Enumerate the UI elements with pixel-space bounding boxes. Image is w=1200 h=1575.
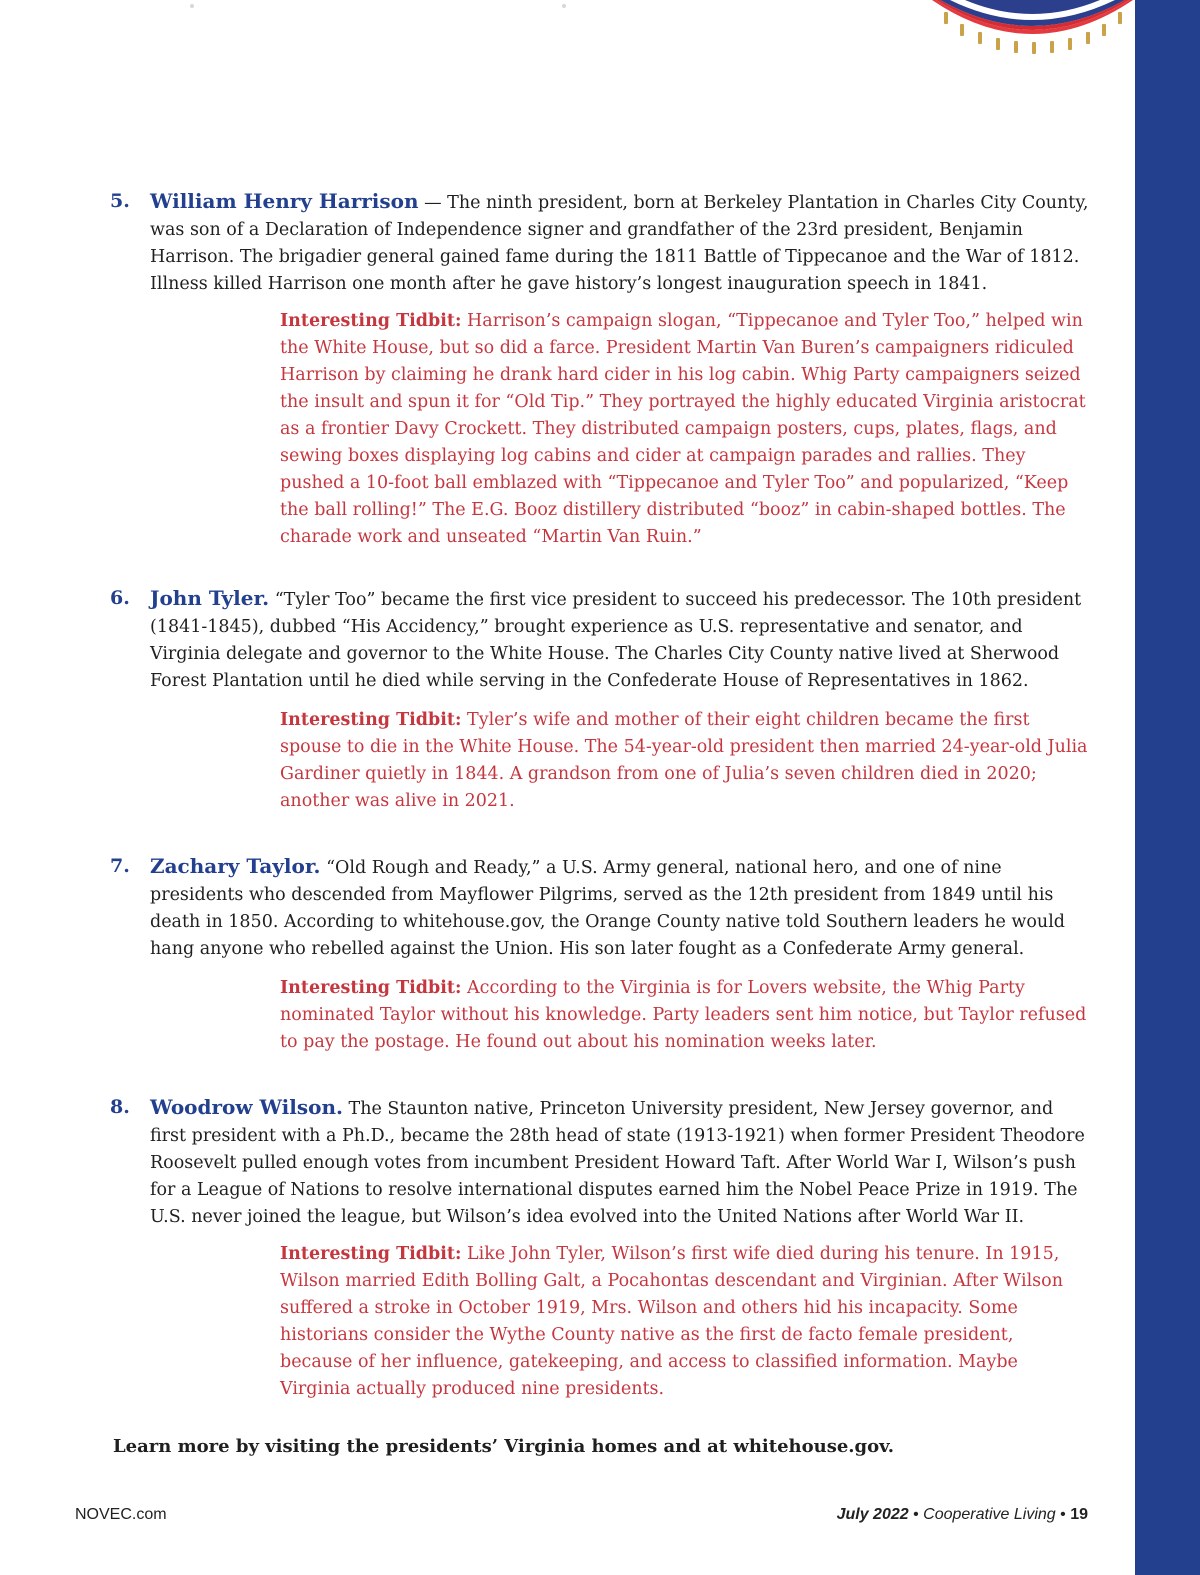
- footer-issue-date: July 2022: [836, 1506, 909, 1523]
- entry-body: [150, 853, 1090, 963]
- tidbit-tyler: [280, 707, 1090, 815]
- footer-magazine-name: Cooperative Living: [923, 1506, 1056, 1523]
- tidbit-harrison: [280, 308, 1090, 551]
- entry-number: 7.: [110, 855, 130, 877]
- footer-separator: •: [913, 1506, 919, 1523]
- footer-site-link[interactable]: NOVEC.com: [75, 1506, 167, 1523]
- right-margin-bar: [1135, 0, 1200, 1575]
- entry-text: “Old Rough and Ready,” a U.S. Army general, national hero, and one of nine presidents who descended from Mayflower Pilgrims, served as the 12th president from 1849 until his death in 1850. According to whitehouse.gov, the Orange County native told Southern leaders he would hang anyone who rebelled against the Union. His son later fought as a Confederate Army general.: [150, 858, 1066, 959]
- tidbit-text: Tyler’s wife and mother of their eight children became the first spouse to die in the White House. The 54-year-old president then married 24-year-old Julia Gardiner quietly in 1844. A grandson from one of Julia’s seven children died in 2020; another was alive in 2021.: [280, 710, 1088, 811]
- entry-body: [150, 585, 1090, 695]
- decorative-dot: [190, 4, 194, 8]
- president-name: John Tyler.: [150, 586, 270, 610]
- president-entry-wilson: [110, 1094, 1090, 1231]
- president-name: Zachary Taylor.: [150, 854, 321, 878]
- tidbit-label: Interesting Tidbit:: [280, 311, 462, 331]
- entry-body: [150, 188, 1090, 298]
- tidbit-text: Harrison’s campaign slogan, “Tippecanoe and Tyler Too,” helped win the White House, but so did a farce. President Martin Van Buren’s campaigners ridiculed Harrison by claiming he drank hard cider in his log cabin. Whig Party campaigners seized the insult and spun it for “Old Tip.” They portrayed the highly educated Virginia aristocrat as a frontier Davy Crockett. They distributed campaign posters, cups, plates, flags, and sewing boxes displaying log cabins and cider at campaign parades and rallies. They pushed a 10-foot ball emblazed with “Tippecanoe and Tyler Too” and popularized, “Keep the ball rolling!” The E.G. Booz distillery distributed “booz” in cabin-shaped bottles. The charade work and unseated “Martin Van Ruin.”: [280, 311, 1086, 547]
- president-entry-harrison: [110, 188, 1090, 298]
- footer-issue-info: [837, 1506, 1088, 1524]
- president-entry-tyler: [110, 585, 1090, 695]
- president-name: Woodrow Wilson.: [150, 1095, 343, 1119]
- tidbit-label: Interesting Tidbit:: [280, 978, 462, 998]
- entry-text: “Tyler Too” became the first vice president to succeed his predecessor. The 10th president (1841-1845), dubbed “His Accidency,” brought experience as U.S. representative and senator, and Virginia delegate and governor to the White House. The Charles City County native lived at Sherwood Forest Plantation until he died while serving in the Confederate House of Representatives in 1862.: [150, 590, 1082, 691]
- patriotic-bunting-decoration: [930, 0, 1135, 70]
- entry-text: The Staunton native, Princeton University president, New Jersey governor, and first president with a Ph.D., became the 28th head of state (1913-1921) when former President Theodore Roosevelt pulled enough votes from incumbent President Howard Taft. After World War I, Wilson’s push for a League of Nations to resolve international disputes earned him the Nobel Peace Prize in 1919. The U.S. never joined the league, but Wilson’s idea evolved into the United Nations after World War II.: [150, 1099, 1085, 1227]
- president-name: William Henry Harrison: [150, 189, 419, 213]
- president-entry-taylor: [110, 853, 1090, 963]
- entry-number: 6.: [110, 587, 130, 609]
- page-number: 19: [1070, 1506, 1088, 1523]
- entry-number: 5.: [110, 190, 130, 212]
- tidbit-text: Like John Tyler, Wilson’s first wife died during his tenure. In 1915, Wilson married Edith Bolling Galt, a Pocahontas descendant and Virginian. After Wilson suffered a stroke in October 1919, Mrs. Wilson and others hid his incapacity. Some historians consider the Wythe County native as the first de facto female president, because of her influence, gatekeeping, and access to classified information. Maybe Virginia actually produced nine presidents.: [280, 1244, 1063, 1399]
- tidbit-label: Interesting Tidbit:: [280, 710, 462, 730]
- entry-body: [150, 1094, 1090, 1231]
- decorative-dot: [562, 4, 566, 8]
- entry-number: 8.: [110, 1096, 130, 1118]
- entry-text: — The ninth president, born at Berkeley Plantation in Charles City County, was son of a Declaration of Independence signer and grandfather of the 23rd president, Benjamin Harrison. The brigadier general gained fame during the 1811 Battle of Tippecanoe and the War of 1812. Illness killed Harrison one month after he gave history’s longest inauguration speech in 1841.: [150, 193, 1089, 294]
- tidbit-label: Interesting Tidbit:: [280, 1244, 462, 1264]
- tidbit-taylor: [280, 975, 1090, 1056]
- tidbit-wilson: [280, 1241, 1090, 1403]
- tidbit-text: According to the Virginia is for Lovers website, the Whig Party nominated Taylor without his knowledge. Party leaders sent him notice, but Taylor refused to pay the postage. He found out about his nomination weeks later.: [280, 978, 1087, 1052]
- footer-separator: •: [1060, 1506, 1066, 1523]
- closing-note: Learn more by visiting the presidents’ Virginia homes and at whitehouse.gov.: [113, 1436, 895, 1457]
